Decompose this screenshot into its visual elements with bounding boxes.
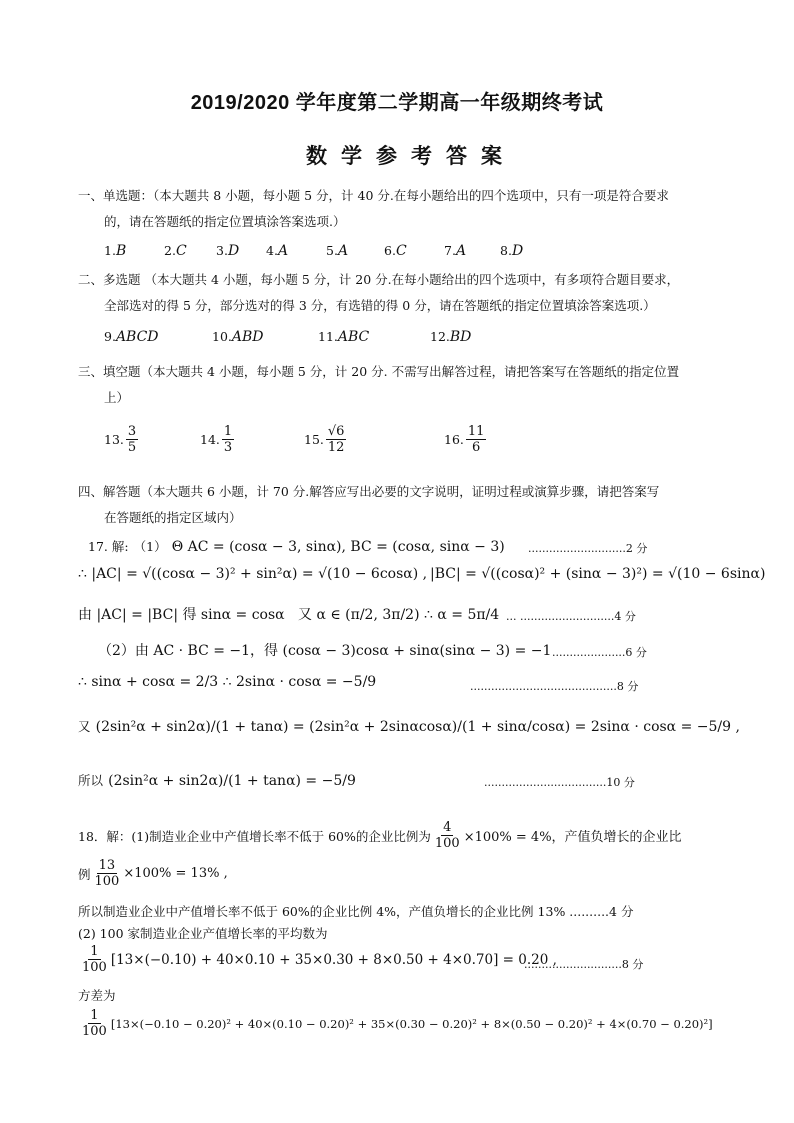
answer-item: 5.A	[326, 243, 349, 259]
answer-item: 4.A	[266, 243, 289, 259]
score-mark: ............................8 分	[524, 958, 644, 971]
q17-line-7: 所以 (2sin²α + sin2α)/(1 + tanα) = −5/9	[78, 773, 356, 789]
answer-item: 2.C	[164, 243, 187, 259]
fraction: $\frac{1}{100}$	[82, 1008, 107, 1039]
answer-item: 7.A	[444, 243, 467, 259]
q17-line-3b: 又 α ∈ (π/2, 3π/2) ∴ α = 5π/4	[298, 607, 500, 623]
q17-line-4: （2）由 AC · BC = −1，得 (cosα − 3)cosα + sinα(sinα − 3) = −1	[98, 643, 552, 659]
section-4-heading-cont: 在答题纸的指定区域内）	[104, 510, 242, 525]
section-1-heading: 一、单选题：（本大题共 8 小题，每小题 5 分，计 40 分.在每小题给出的四个选项中，只有一项是符合要求	[78, 188, 669, 203]
page-title: 2019/2020 学年度第二学期高一年级期终考试	[190, 92, 604, 114]
answer-item: 11.ABC	[318, 329, 370, 345]
q17-line-5: ∴ sinα + cosα = 2/3 ∴ 2sinα · cosα = −5/9	[78, 674, 377, 690]
score-mark: .....................6 分	[552, 646, 647, 659]
q17-line-3a: 由 |AC| = |BC| 得 sinα = cosα	[78, 607, 285, 623]
answer-item: 15. $\frac{√6}{12}$	[304, 424, 345, 455]
answer-item: 6.C	[384, 243, 407, 259]
answer-item: 8.D	[500, 243, 524, 259]
q18-line-6: 方差为	[78, 988, 116, 1003]
q18-line-3: 所以制造业企业中产值增长率不低于 60%的企业比例 4%，产值负增长的企业比例 13% ..........4 分	[78, 904, 634, 919]
fraction: $\frac{13}{100}$	[94, 858, 120, 889]
answer-item: 1.B	[104, 243, 127, 259]
q17-line-2b: |BC| = √((cosα)² + (sinα − 3)²) = √(10 − 6sinα)	[430, 566, 766, 582]
score-mark: ..........................................8 分	[470, 680, 639, 693]
score-mark: ............................2 分	[528, 542, 648, 555]
section-2-heading: 二、多选题 （本大题共 4 小题，每小题 5 分，计 20 分.在每小题给出的四个选项中，有多项符合题目要求，	[78, 272, 680, 287]
section-1-heading-cont: 的，请在答题纸的指定位置填涂答案选项.）	[104, 214, 346, 229]
q18-line-1: 18．解：(1)制造业企业中产值增长率不低于 60%的企业比例为 $\frac{4}{100}$ ×100% = 4%，产值负增长的企业比	[78, 820, 682, 851]
q18-line-2: 例 $\frac{13}{100}$ ×100% = 13% ,	[78, 858, 228, 889]
q17-line-2a: ∴ |AC| = √((cosα − 3)² + sin²α) = √(10 − 6cosα) ,	[78, 566, 428, 582]
answer-item: 13. $\frac{3}{5}$	[104, 424, 137, 455]
section-2-answers	[104, 326, 490, 345]
q18-line-5: $\frac{1}{100}$ [13×(−0.10) + 40×0.10 + 35×0.30 + 8×0.50 + 4×0.70] = 0.20 ,	[82, 944, 557, 975]
page-subtitle: 数学参考答案	[306, 145, 516, 168]
q17-line-1: 17. 解: （1） Θ AC = (cosα − 3, sinα), BC = (cosα, sinα − 3)	[88, 539, 505, 555]
answer-item: 14. $\frac{1}{3}$	[200, 424, 233, 455]
section-2-heading-cont: 全部选对的得 5 分，部分选对的得 3 分，有选错的得 0 分，请在答题纸的指定位置填涂答案选项.）	[104, 298, 656, 313]
q17-line-6: 又 (2sin²α + sin2α)/(1 + tanα) = (2sin²α + 2sinαcosα)/(1 + sinα/cosα) = 2sinα · cosα = −5/9 ,	[78, 719, 740, 735]
answer-item: 10.ABD	[212, 329, 264, 345]
answer-item: 9.ABCD	[104, 329, 159, 345]
score-mark: ... ...........................4 分	[506, 610, 636, 623]
section-3-heading: 三、填空题（本大题共 4 小题，每小题 5 分，计 20 分. 不需写出解答过程，请把答案写在答题纸的指定位置	[78, 364, 680, 379]
fraction: $\frac{1}{100}$	[82, 944, 107, 975]
section-4-heading: 四、解答题（本大题共 6 小题，计 70 分.解答应写出必要的文字说明，证明过程或演算步骤，请把答案写	[78, 484, 660, 499]
q18-line-7: $\frac{1}{100}$ [13×(−0.10 − 0.20)² + 40×(0.10 − 0.20)² + 35×(0.30 − 0.20)² + 8×(0.50 − 0.20)² + 4×(0.70 − 0.20)²]	[82, 1008, 713, 1039]
answer-item: 16. $\frac{11}{6}$	[444, 424, 485, 455]
q18-line-4: (2) 100 家制造业企业产值增长率的平均数为	[78, 926, 328, 941]
answer-item: 3.D	[216, 243, 240, 259]
section-3-answers	[104, 424, 504, 455]
answer-item: 12.BD	[430, 329, 472, 345]
section-1-answers	[104, 240, 540, 259]
fraction: $\frac{4}{100}$	[434, 820, 460, 851]
section-3-heading-cont: 上）	[104, 390, 130, 405]
score-mark: ...................................10 分	[484, 776, 635, 789]
